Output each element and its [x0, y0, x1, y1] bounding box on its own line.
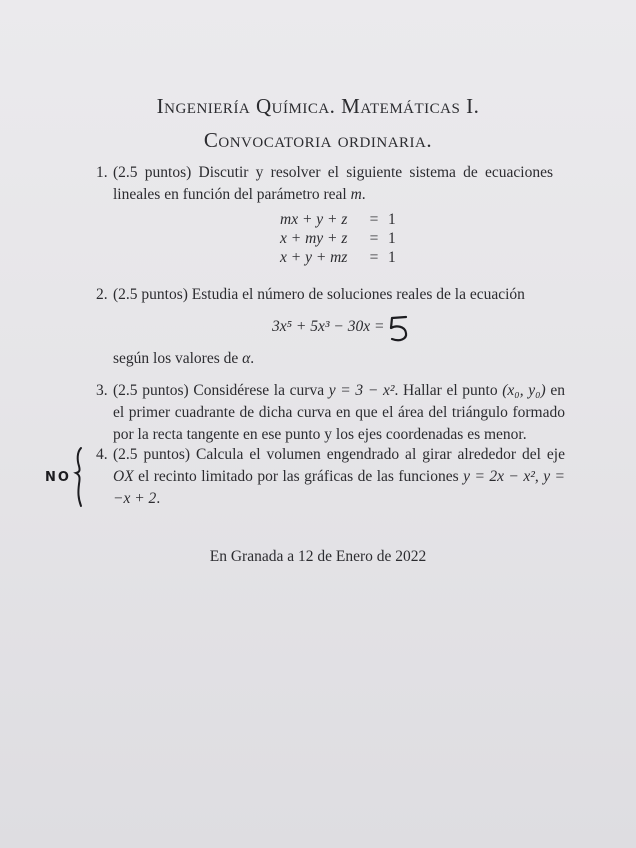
problem-2-number: 2.: [96, 286, 108, 303]
problem-4-number: 4.: [96, 446, 108, 463]
problem-2-equation: 3x⁵ + 5x³ − 30x =: [272, 318, 385, 335]
equation-rhs: 1: [388, 211, 396, 228]
handwritten-bracket-icon: [72, 446, 88, 508]
problem-3-text: (2.5 puntos) Considérese la curva y = 3 − x². Hallar el punto (x₀, y₀) en el primer cuadrante de dicha curva en que el área del triángulo formado por la recta tangente en ese punto y los ejes coordenadas es menor.: [113, 382, 565, 443]
equation-row: x + my + z = 1: [280, 229, 408, 248]
equation-lhs: x + my + z: [280, 230, 348, 247]
exam-title: Ingeniería Química. Matemáticas I.: [156, 94, 480, 118]
problem-1-text: (2.5 puntos) Discutir y resolver el siguiente sistema de ecuaciones lineales en función del parámetro real m.: [113, 164, 553, 203]
exam-date: En Granada a 12 de Enero de 2022: [209, 548, 427, 565]
problem-2-text: (2.5 puntos) Estudia el número de soluciones reales de la ecuación: [113, 286, 525, 303]
problem-1-param: m: [350, 186, 362, 203]
equation-lhs: x + y + mz: [280, 249, 348, 266]
problem-4-text: (2.5 puntos) Calcula el volumen engendrado al girar alrededor del eje OX el recinto limitado por las gráficas de las funciones y = 2x − x², y = −x + 2.: [113, 446, 565, 507]
equation-row: mx + y + z = 1: [280, 210, 408, 229]
handwritten-no-note: NO: [45, 470, 71, 485]
problem-1-number: 1.: [96, 164, 108, 181]
equation-lhs: mx + y + z: [280, 211, 348, 228]
handwritten-five-icon: [386, 314, 412, 344]
problem-1-statement: (2.5 puntos) Discutir y resolver el siguiente sistema de ecuaciones lineales en función del parámetro real: [113, 164, 553, 203]
equation-rhs: 1: [388, 249, 396, 266]
exam-subtitle: Convocatoria ordinaria.: [203, 128, 433, 152]
equation-row: x + y + mz = 1: [280, 248, 408, 267]
problem-2-tail: según los valores de α.: [113, 350, 255, 367]
problem-3-number: 3.: [96, 382, 108, 399]
equation-rhs: 1: [388, 230, 396, 247]
equation-system: [280, 210, 408, 267]
